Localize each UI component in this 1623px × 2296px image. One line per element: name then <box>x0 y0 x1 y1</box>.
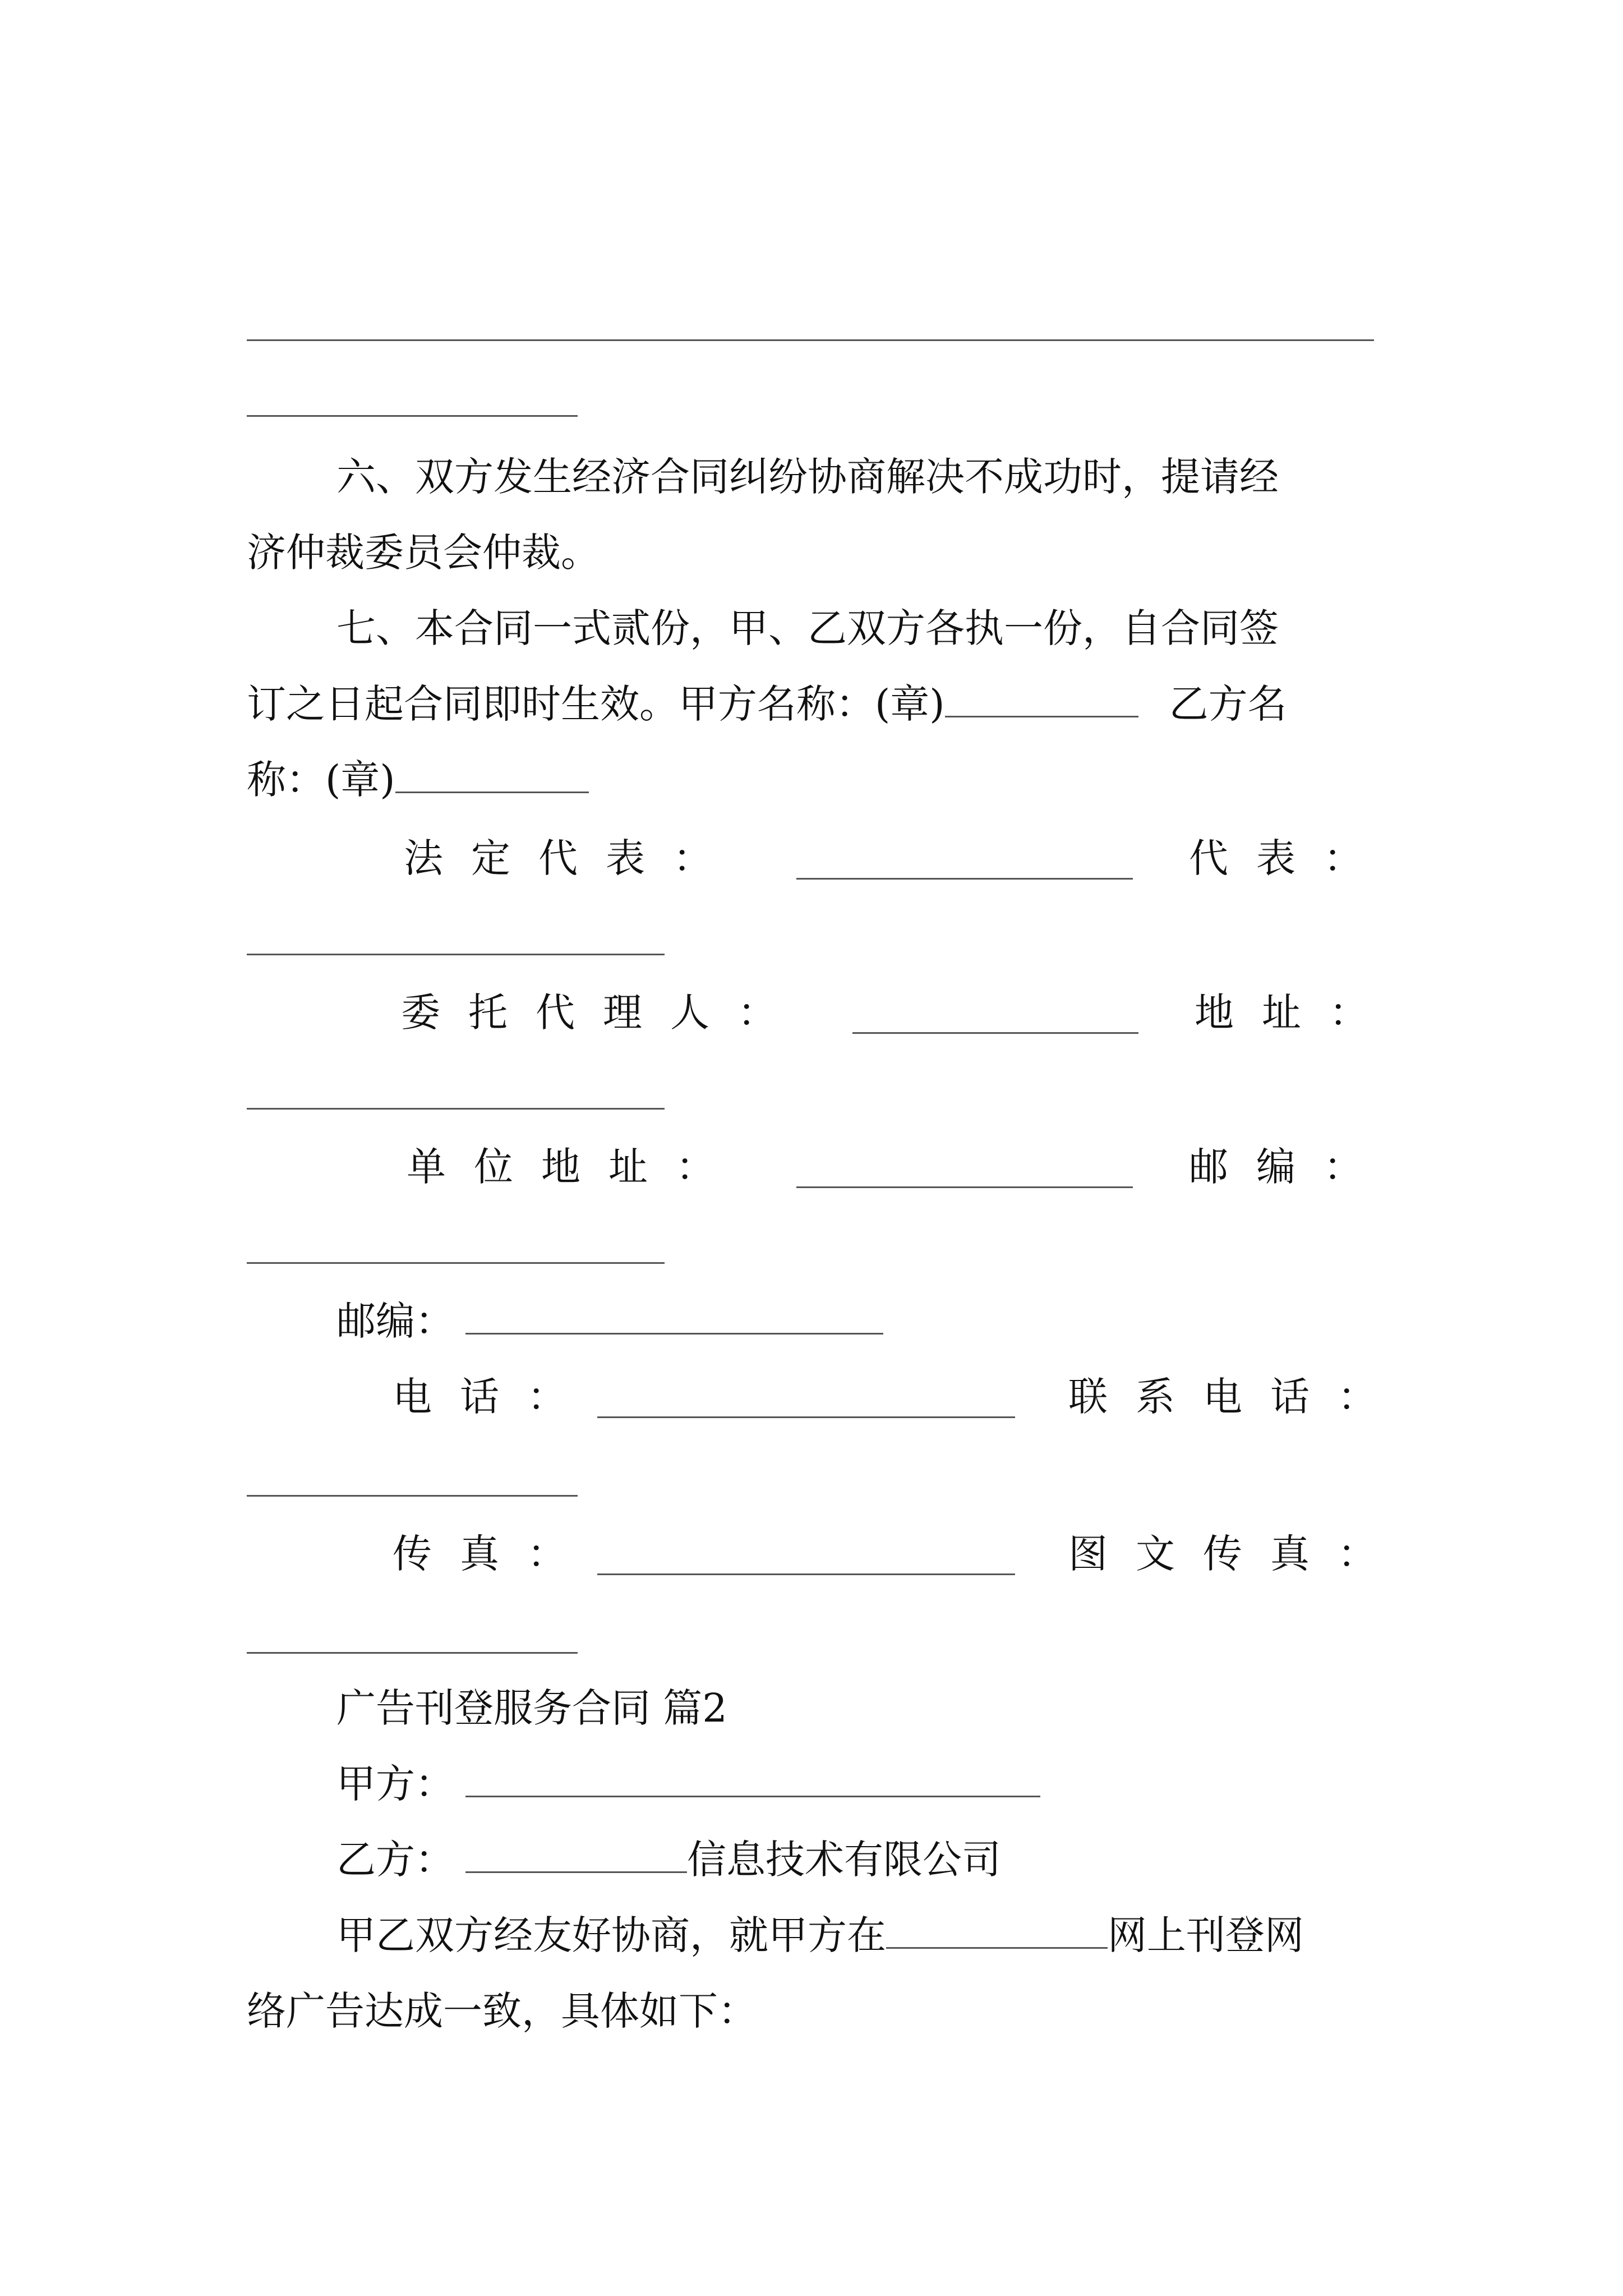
legal-rep-label: 法定代表： <box>404 835 740 881</box>
fax-blank <box>597 1573 1015 1575</box>
postcode-a-label: 邮编： <box>336 1298 454 1344</box>
contact-phone-label: 联系电话： <box>1068 1374 1405 1420</box>
intro-text-suffix: 网上刊登网 <box>1108 1912 1304 1958</box>
signature-row <box>1068 1369 1405 1425</box>
party-b-name-label: 乙方名 <box>1169 681 1287 727</box>
party-a-blank <box>465 1760 1040 1797</box>
blank-line <box>247 339 1374 341</box>
fax-label: 传真： <box>393 1531 594 1577</box>
signature-row <box>1189 1139 1391 1195</box>
address-blank <box>247 1108 665 1110</box>
contact-phone-blank <box>247 1495 578 1497</box>
party-b-blank <box>465 1835 687 1873</box>
rep-blank <box>247 954 665 955</box>
party-a-label: 甲方： <box>336 1761 454 1807</box>
postcode-a-blank <box>465 1297 883 1335</box>
rep-label: 代表： <box>1189 835 1391 881</box>
unit-address-blank <box>796 1186 1133 1188</box>
paragraph-line <box>336 1907 1623 1963</box>
image-fax-label: 图文传真： <box>1068 1531 1405 1577</box>
article-7-text-cont: 订之日起合同即时生效。甲方名称：(章) <box>247 681 945 727</box>
party-b-company-suffix: 信息技术有限公司 <box>687 1837 1001 1883</box>
article-6-text: 六、双方发生经济合同纠纷协商解决不成功时，提请经 <box>336 454 1279 500</box>
phone-blank <box>597 1416 1015 1418</box>
party-b-name-blank <box>395 756 589 793</box>
article-7-text: 七、本合同一式贰份，甲、乙双方各执一份，自合同签 <box>336 605 1279 651</box>
website-blank <box>886 1911 1108 1949</box>
paragraph-line <box>247 752 1623 808</box>
address-label: 地址： <box>1195 990 1396 1036</box>
paragraph-line <box>247 524 1623 581</box>
signature-row <box>393 1526 594 1582</box>
party-line <box>336 1832 1623 1888</box>
legal-rep-blank <box>796 878 1133 880</box>
party-line <box>336 1756 1623 1812</box>
postcode-b-label: 邮编： <box>1189 1144 1391 1190</box>
paragraph-line <box>247 676 1623 732</box>
agent-label: 委托代理人： <box>401 990 805 1036</box>
party-a-name-blank <box>945 680 1138 717</box>
agent-blank <box>852 1032 1138 1034</box>
signature-row <box>393 1369 594 1425</box>
signature-row <box>1068 1526 1405 1582</box>
signature-row <box>404 830 740 886</box>
unit-address-label: 单位地址： <box>407 1144 743 1190</box>
signature-row <box>1195 984 1396 1041</box>
contract-2-title: 广告刊登服务合同 篇2 <box>336 1685 727 1731</box>
paragraph-line <box>336 449 1623 505</box>
paragraph-line <box>336 600 1623 656</box>
signature-row <box>407 1139 743 1195</box>
party-b-label: 乙方： <box>336 1837 454 1883</box>
image-fax-blank <box>247 1652 578 1654</box>
signature-row <box>1189 830 1391 886</box>
intro-text: 甲乙双方经友好协商，就甲方在 <box>336 1912 886 1958</box>
section-heading <box>336 1680 1623 1736</box>
postcode-b-blank <box>247 1262 665 1264</box>
paragraph-line <box>247 1983 1623 2039</box>
signature-row <box>401 984 805 1041</box>
article-6-text-cont: 济仲裁委员会仲裁。 <box>247 530 600 576</box>
blank-line <box>247 415 578 417</box>
signature-row <box>336 1293 1623 1349</box>
party-b-seal-label: 称：(章) <box>247 757 395 803</box>
intro-text-cont: 络广告达成一致，具体如下： <box>247 1988 757 2034</box>
phone-label: 电话： <box>393 1374 594 1420</box>
